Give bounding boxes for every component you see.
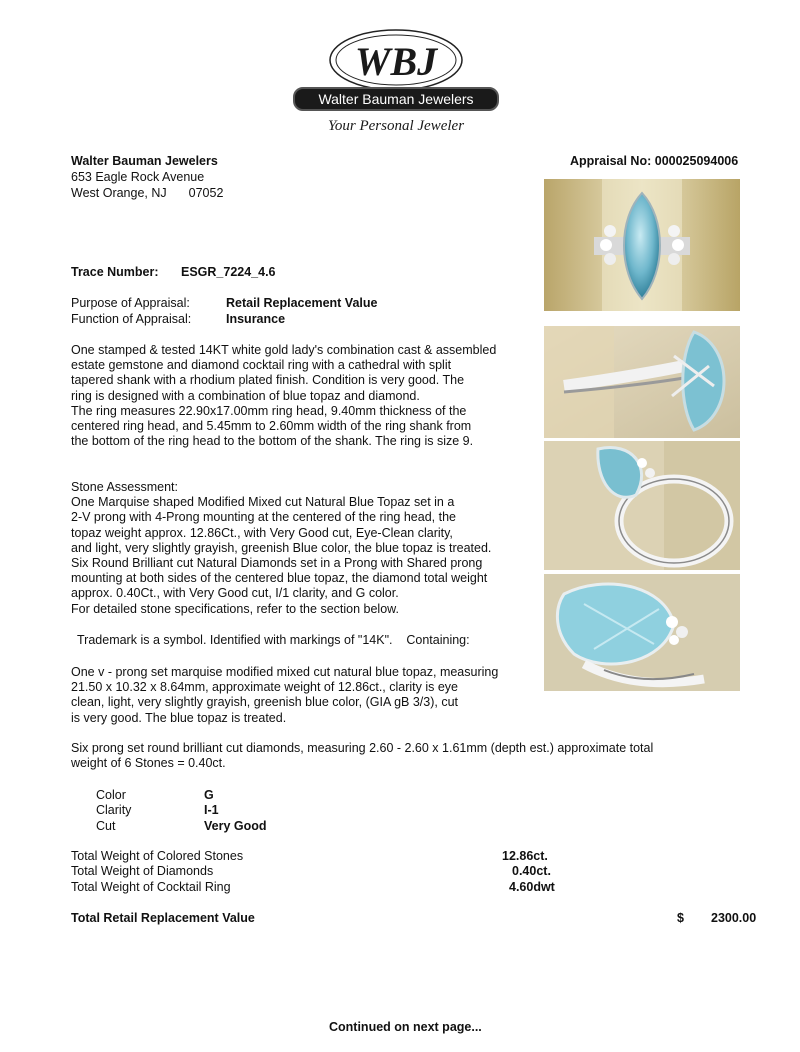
total-ring-label: Total Weight of Cocktail Ring bbox=[71, 880, 231, 894]
business-city-state: West Orange, NJ bbox=[71, 186, 167, 200]
company-logo bbox=[290, 22, 502, 140]
grade-cut-value: Very Good bbox=[204, 819, 267, 833]
stone-assessment-line: approx. 0.40Ct., with Very Good cut, I/1 clarity, and G color. bbox=[71, 586, 399, 601]
topaz-detail-line: is very good. The blue topaz is treated. bbox=[71, 710, 287, 725]
business-city bbox=[71, 186, 223, 201]
stone-assessment-line: One Marquise shaped Modified Mixed cut Natural Blue Topaz set in a bbox=[71, 495, 455, 510]
diamond-detail-line: weight of 6 Stones = 0.40ct. bbox=[71, 756, 226, 771]
retail-value-label: Total Retail Replacement Value bbox=[71, 911, 255, 925]
total-diamonds-value: 0.40ct. bbox=[512, 864, 551, 878]
business-name: Walter Bauman Jewelers bbox=[71, 154, 218, 168]
ring-photo-side bbox=[544, 326, 740, 438]
description-line: estate gemstone and diamond cocktail ring with a cathedral with split bbox=[71, 358, 452, 373]
stone-assessment-line: topaz weight approx. 12.86Ct., with Very Good cut, Eye-Clean clarity, bbox=[71, 525, 453, 540]
description-line: The ring measures 22.90x17.00mm ring head, 9.40mm thickness of the bbox=[71, 403, 467, 418]
function-label: Function of Appraisal: bbox=[71, 312, 192, 326]
stone-assessment-line: and light, very slightly grayish, greenish Blue color, the blue topaz is treated. bbox=[71, 540, 492, 555]
stone-assessment-line: Six Round Brilliant cut Natural Diamonds set in a Prong with Shared prong bbox=[71, 555, 483, 570]
retail-currency: $ bbox=[677, 911, 684, 925]
purpose-label: Purpose of Appraisal: bbox=[71, 296, 190, 310]
topaz-detail-line: One v - prong set marquise modified mixed cut natural blue topaz, measuring bbox=[71, 665, 499, 679]
ring-photo-top bbox=[544, 179, 740, 311]
stone-assessment-heading: Stone Assessment: bbox=[71, 480, 179, 494]
logo-banner: Walter Bauman Jewelers bbox=[318, 91, 474, 107]
stone-assessment bbox=[71, 480, 491, 617]
trace-value: ESGR_7224_4.6 bbox=[181, 265, 276, 279]
grade-color-value: G bbox=[204, 788, 214, 802]
retail-amount: 2300.00 bbox=[711, 911, 757, 925]
appraisal-number bbox=[570, 154, 738, 169]
ring-description bbox=[71, 343, 496, 449]
total-colored-value: 12.86ct. bbox=[502, 849, 548, 863]
diamond-detail-line: Six prong set round brilliant cut diamonds, measuring 2.60 - 2.60 x 1.61mm (depth est.) approximate total bbox=[71, 741, 654, 755]
stone-assessment-line: mounting at both sides of the centered blue topaz, the diamond total weight bbox=[71, 571, 488, 586]
description-line: ring is designed with a combination of blue topaz and diamond. bbox=[71, 388, 420, 403]
description-line: tapered shank with a rhodium plated finish. Condition is very good. The bbox=[71, 373, 465, 388]
business-address: 653 Eagle Rock Avenue bbox=[71, 170, 205, 184]
topaz-detail-line: clean, light, very slightly grayish, greenish blue color, (GIA gB 3/3), cut bbox=[71, 695, 458, 710]
description-line: centered ring head, and 5.45mm to 2.60mm width of the ring shank from bbox=[71, 418, 472, 433]
grade-cut-label: Cut bbox=[96, 819, 116, 833]
logo-tagline: Your Personal Jeweler bbox=[327, 118, 465, 134]
function-value: Insurance bbox=[226, 312, 286, 326]
trace-label: Trace Number: bbox=[71, 265, 159, 279]
description-line: One stamped & tested 14KT white gold lady's combination cast & assembled bbox=[71, 343, 497, 357]
trademark-note: Trademark is a symbol. Identified with markings of "14K". Containing: bbox=[77, 633, 470, 647]
description-line: the bottom of the ring head to the bottom of the shank. The ring is size 9. bbox=[71, 434, 474, 449]
appraisal-label: Appraisal No: bbox=[570, 154, 652, 168]
stone-assessment-line: For detailed stone specifications, refer to the section below. bbox=[71, 601, 399, 616]
diamond-detail bbox=[71, 741, 653, 771]
total-colored-label: Total Weight of Colored Stones bbox=[71, 849, 244, 863]
purpose-value: Retail Replacement Value bbox=[226, 296, 378, 310]
business-zip: 07052 bbox=[188, 186, 224, 200]
logo-graphic bbox=[290, 22, 502, 140]
total-ring-value: 4.60dwt bbox=[509, 880, 555, 894]
appraisal-value: 000025094006 bbox=[654, 154, 739, 168]
stone-assessment-line: 2-V prong with 4-Prong mounting at the centered of the ring head, the bbox=[71, 510, 456, 525]
continued-note: Continued on next page... bbox=[329, 1020, 482, 1034]
grade-clarity-label: Clarity bbox=[96, 803, 132, 817]
grade-clarity-value: I-1 bbox=[204, 803, 219, 817]
topaz-detail-line: 21.50 x 10.32 x 8.64mm, approximate weight of 12.86ct., clarity is eye bbox=[71, 680, 459, 695]
logo-monogram: WBJ bbox=[354, 39, 438, 84]
total-diamonds-label: Total Weight of Diamonds bbox=[71, 864, 214, 878]
topaz-detail bbox=[71, 665, 498, 726]
ring-photo-angle bbox=[544, 441, 740, 570]
grade-color-label: Color bbox=[96, 788, 126, 802]
ring-photo-closeup bbox=[544, 574, 740, 691]
